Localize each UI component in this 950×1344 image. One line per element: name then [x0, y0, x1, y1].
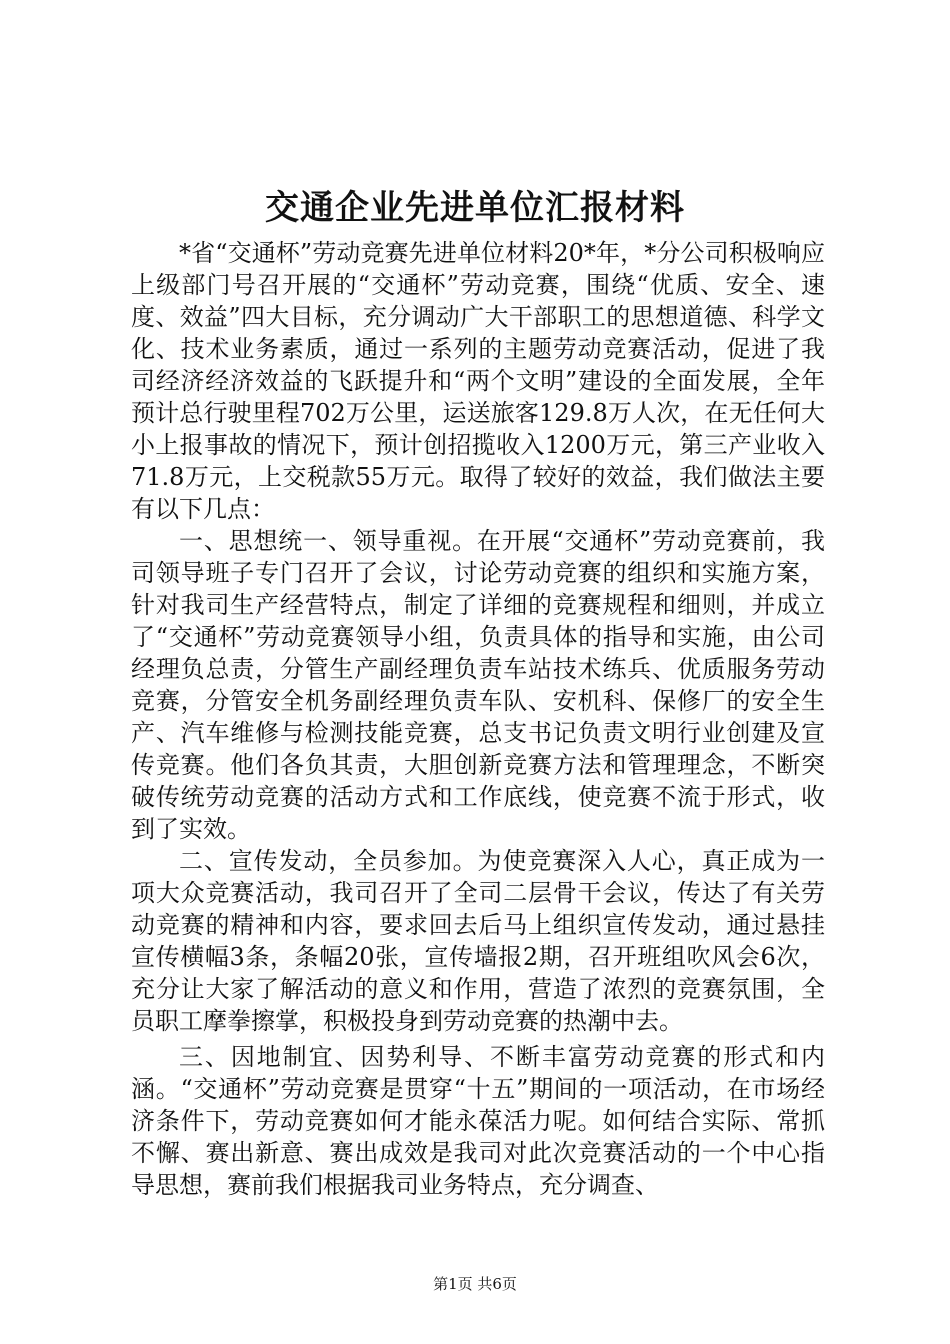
- paragraph-section-1: 一、思想统一、领导重视。在开展“交通杯”劳动竞赛前，我司领导班子专门召开了会议，讨论劳动竞赛的组织和实施方案，针对我司生产经营特点，制定了详细的竞赛规程和细则，并成立了“交通杯”劳动竞赛领导小组，负责具体的指导和实施，由公司经理负总责，分管生产副经理负责车站技术练兵、优质服务劳动竞赛，分管安全机务副经理负责车队、安机科、保修厂的安全生产、汽车维修与检测技能竞赛，总支书记负责文明行业创建及宣传竞赛。他们各负其责，大胆创新竞赛方法和管理理念，不断突破传统劳动竞赛的活动方式和工作底线，使竞赛不流于形式，收到了实效。: [131, 527, 825, 843]
- paragraph-section-3: 三、因地制宜、因势利导、不断丰富劳动竞赛的形式和内涵。“交通杯”劳动竞赛是贯穿“十五”期间的一项活动，在市场经济条件下，劳动竞赛如何才能永葆活力呢。如何结合实际、常抓不懈、赛出新意、赛出成效是我司对此次竞赛活动的一个中心指导思想，赛前我们根据我司业务特点，充分调查、: [131, 1043, 825, 1199]
- paragraph-section-2: 二、宣传发动，全员参加。为使竞赛深入人心，真正成为一项大众竞赛活动，我司召开了全司二层骨干会议，传达了有关劳动竞赛的精神和内容，要求回去后马上组织宣传发动，通过悬挂宣传横幅3条，条幅20张，宣传墙报2期，召开班组吹风会6次，充分让大家了解活动的意义和作用，营造了浓烈的竞赛氛围，全员职工摩拳擦掌，积极投身到劳动竞赛的热潮中去。: [131, 847, 825, 1035]
- paragraph-intro: *省“交通杯”劳动竞赛先进单位材料20*年，*分公司积极响应上级部门号召开展的“交通杯”劳动竞赛，围绕“优质、安全、速度、效益”四大目标，充分调动广大干部职工的思想道德、科学文化、技术业务素质，通过一系列的主题劳动竞赛活动，促进了我司经济经济效益的飞跃提升和“两个文明”建设的全面发展，全年预计总行驶里程702万公里，运送旅客129.8万人次，在无任何大小上报事故的情况下，预计创招揽收入1200万元，第三产业收入71.8万元，上交税款55万元。取得了较好的效益，我们做法主要有以下几点：: [131, 239, 825, 523]
- page-footer: 第1页 共6页: [433, 1275, 517, 1293]
- document-title: 交通企业先进单位汇报材料: [265, 188, 685, 228]
- document-body: [131, 237, 825, 1201]
